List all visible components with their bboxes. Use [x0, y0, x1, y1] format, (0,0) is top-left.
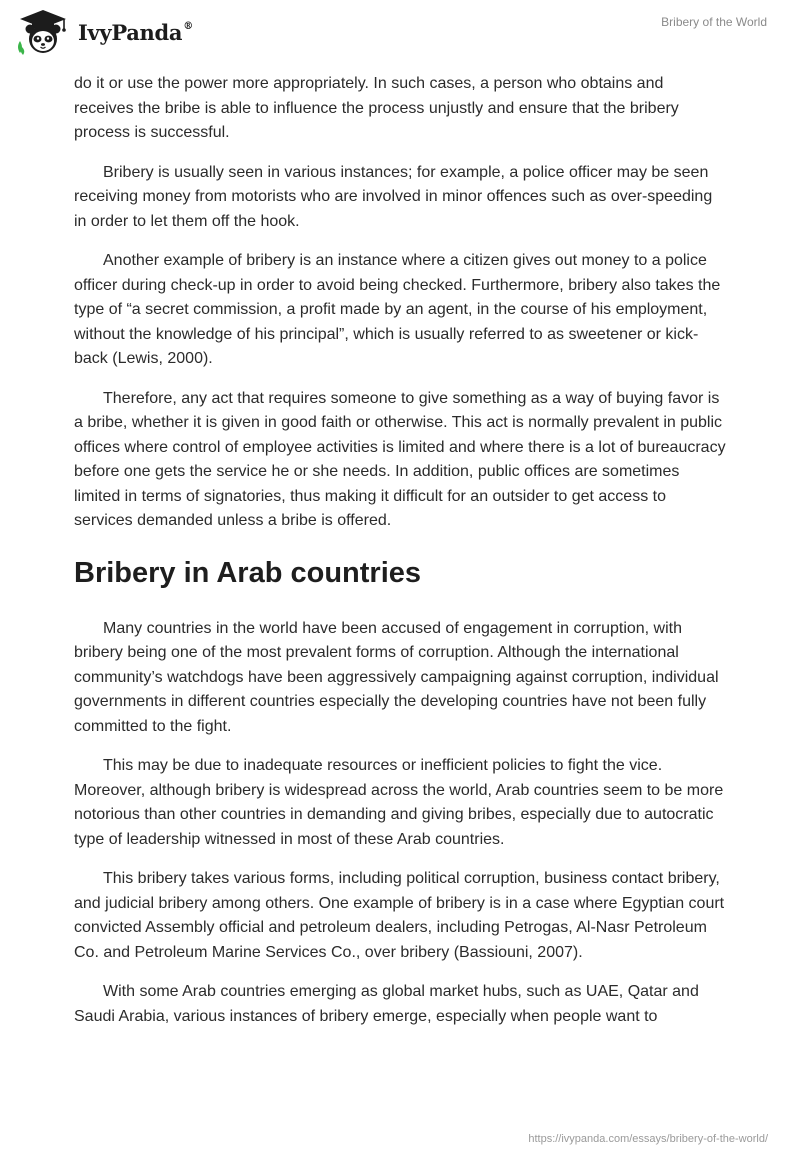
paragraph: Bribery is usually seen in various instances; for example, a police officer may be seen receiving money from motorists who are involved in minor offences such as over-speeding in order to let them off the hook.: [74, 163, 713, 230]
paragraph: With some Arab countries emerging as global market hubs, such as UAE, Qatar and Saudi Arabia, various instances of bribery emerge, especially when people want to: [74, 983, 699, 1025]
page-header: [0, 0, 800, 70]
source-url-link[interactable]: https://ivypanda.com/essays/bribery-of-the-world/: [528, 1133, 768, 1145]
panda-graduate-icon: [14, 7, 72, 57]
document-title: Bribery of the World: [661, 15, 767, 29]
paragraph: This bribery takes various forms, including political corruption, business contact bribery, and judicial bribery among others. One example of bribery is in a case where Egyptian court convicted Assembly official and petroleum dealers, including Petrogas, Al-Nasr Petroleum Co. and Petroleum Marine Services Co., over bribery (Bassiouni, 2007).: [74, 870, 725, 961]
paragraph: Another example of bribery is an instance where a citizen gives out money to a police officer during check-up in order to avoid being checked. Furthermore, bribery also takes the type of “a secret commission, a profit made by an agent, in the course of his employment, without the knowledge of his principal”, which is usually referred to as sweetener or kick-back (Lewis, 2000).: [74, 252, 721, 367]
paragraph: Many countries in the world have been accused of engagement in corruption, with bribery being one of the most prevalent forms of corruption. Although the international community’s watchdogs have been aggressively campaigning against corruption, individual governments in different countries especially the developing countries have not been fully committed to the fight.: [74, 619, 719, 735]
paragraph: do it or use the power more appropriately. In such cases, a person who obtains and receives the bribe is able to influence the process unjustly and ensure that the bribery process is successful.: [74, 75, 679, 141]
registered-mark: ®: [183, 20, 193, 32]
brand-name: IvyPanda®: [78, 19, 193, 45]
paragraph: This may be due to inadequate resources or inefficient policies to fight the vice. Moreover, although bribery is widespread across the world, Arab countries seem to be more notorious than other countries in demanding and giving bribes, especially due to autocratic type of leadership witnessed in most of these Arab countries.: [74, 757, 724, 848]
ivypanda-logo[interactable]: [14, 7, 193, 57]
section-heading: Bribery in Arab countries: [74, 556, 422, 589]
essay-content: [74, 72, 726, 1044]
paragraph: Therefore, any act that requires someone to give something as a way of buying favor is a bribe, whether it is given in good faith or otherwise. This act is normally prevalent in public offices where control of employee activities is limited and where there is a lot of bureaucracy before one gets the service he or she needs. In addition, public offices are sometimes limited in terms of signatories, thus making it difficult for an outsider to get access to services demanded unless a bribe is offered.: [74, 389, 726, 529]
